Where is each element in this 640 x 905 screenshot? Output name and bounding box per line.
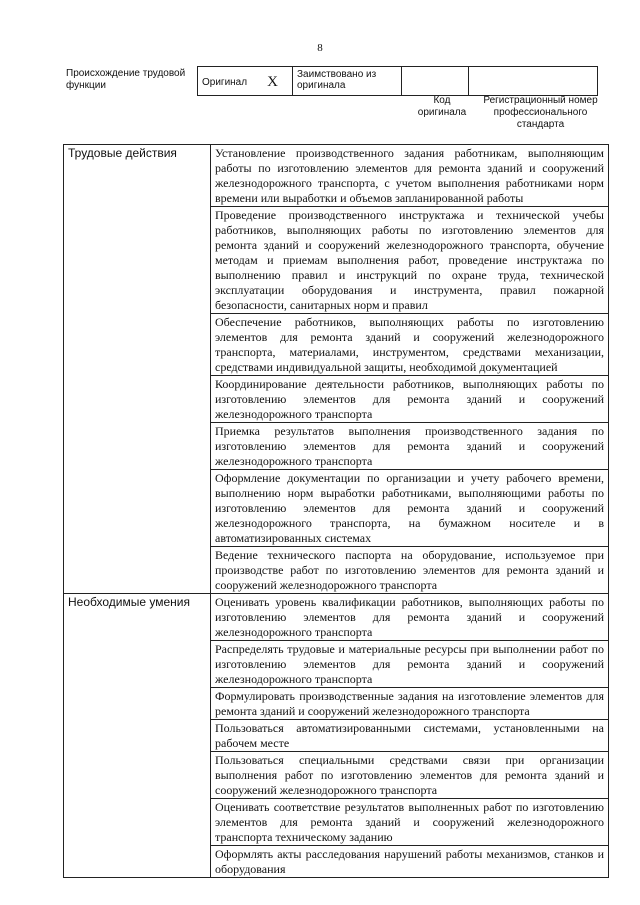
origin-table — [197, 66, 598, 96]
original-cell — [198, 67, 293, 96]
skill-item: Пользоваться автоматизированными системами, установленными на рабочем месте — [211, 720, 609, 752]
skill-item: Распределять трудовые и материальные ресурсы при выполнении работ по изготовлению элементов для ремонта зданий и сооружений железнодорожного транспорта — [211, 641, 609, 688]
borrowed-label: Заимствовано из оригинала — [297, 69, 377, 91]
original-label: Оригинал — [202, 76, 248, 88]
code-caption: Код оригинала — [417, 95, 467, 118]
reg-number-caption: Регистрационный номер профессионального стандарта — [483, 95, 598, 130]
borrowed-cell — [293, 67, 402, 96]
action-item: Ведение технического паспорта на оборудование, используемое при производстве работ по изготовлению элементов для ремонта зданий и сооружений железнодорожного транспорта — [211, 547, 609, 594]
action-item: Координирование деятельности работников, выполняющих работы по изготовлению элементов для ремонта зданий и сооружений железнодорожного транспорта — [211, 376, 609, 423]
original-mark: X — [267, 73, 278, 90]
section-label-actions: Трудовые действия — [64, 145, 211, 594]
action-item: Оформление документации по организации и учету рабочего времени, выполнению норм выработки работниками, выполняющими работы по изготовлению элементов для ремонта зданий и сооружений железнодорожного транспорта, на бумажном носителе и в автоматизированных системах — [211, 470, 609, 547]
action-item: Обеспечение работников, выполняющих работы по изготовлению элементов для ремонта зданий и сооружений железнодорожного транспорта, материалами, инструментом, средствами механизации, средствами индивидуальной защиты, необходимой документацией — [211, 314, 609, 376]
origin-label: Происхождение трудовой функции — [66, 68, 186, 91]
reg-number-cell — [469, 67, 598, 96]
skill-item: Формулировать производственные задания на изготовление элементов для ремонта зданий и сооружений железнодорожного транспорта — [211, 688, 609, 720]
skill-item: Оформлять акты расследования нарушений работы механизмов, станков и оборудования — [211, 846, 609, 878]
table-row — [64, 594, 609, 641]
skill-item: Оценивать уровень квалификации работников, выполняющих работы по изготовлению элементов для ремонта зданий и сооружений железнодорожного транспорта — [211, 594, 609, 641]
skill-item: Пользоваться специальными средствами связи при организации выполнения работ по изготовлению элементов для ремонта зданий и сооружений железнодорожного транспорта — [211, 752, 609, 799]
page-number: 8 — [317, 42, 323, 54]
action-item: Приемка результатов выполнения производственного задания по изготовлению элементов для ремонта зданий и сооружений железнодорожного транспорта — [211, 423, 609, 470]
function-table — [63, 144, 609, 878]
section-label-skills: Необходимые умения — [64, 594, 211, 878]
code-cell — [402, 67, 469, 96]
table-row — [64, 145, 609, 207]
action-item: Установление производственного задания работникам, выполняющим работы по изготовлению элементов для ремонта зданий и сооружений железнодорожного транспорта, с учетом выполнения работниками норм времени или выработки и объемов запланированной работы — [211, 145, 609, 207]
skill-item: Оценивать соответствие результатов выполненных работ по изготовлению элементов для ремонта зданий и сооружений железнодорожного транспорта техническому заданию — [211, 799, 609, 846]
action-item: Проведение производственного инструктажа и технической учебы работников, выполняющих работы по изготовлению элементов для ремонта зданий и сооружений железнодорожного транспорта, обучение методам и приемам выполнения работ, проведение инструктажа по выполнению правил и инструкций по охране труда, технической эксплуатации оборудования и инструмента, правил пожарной безопасности, санитарных норм и правил — [211, 207, 609, 314]
